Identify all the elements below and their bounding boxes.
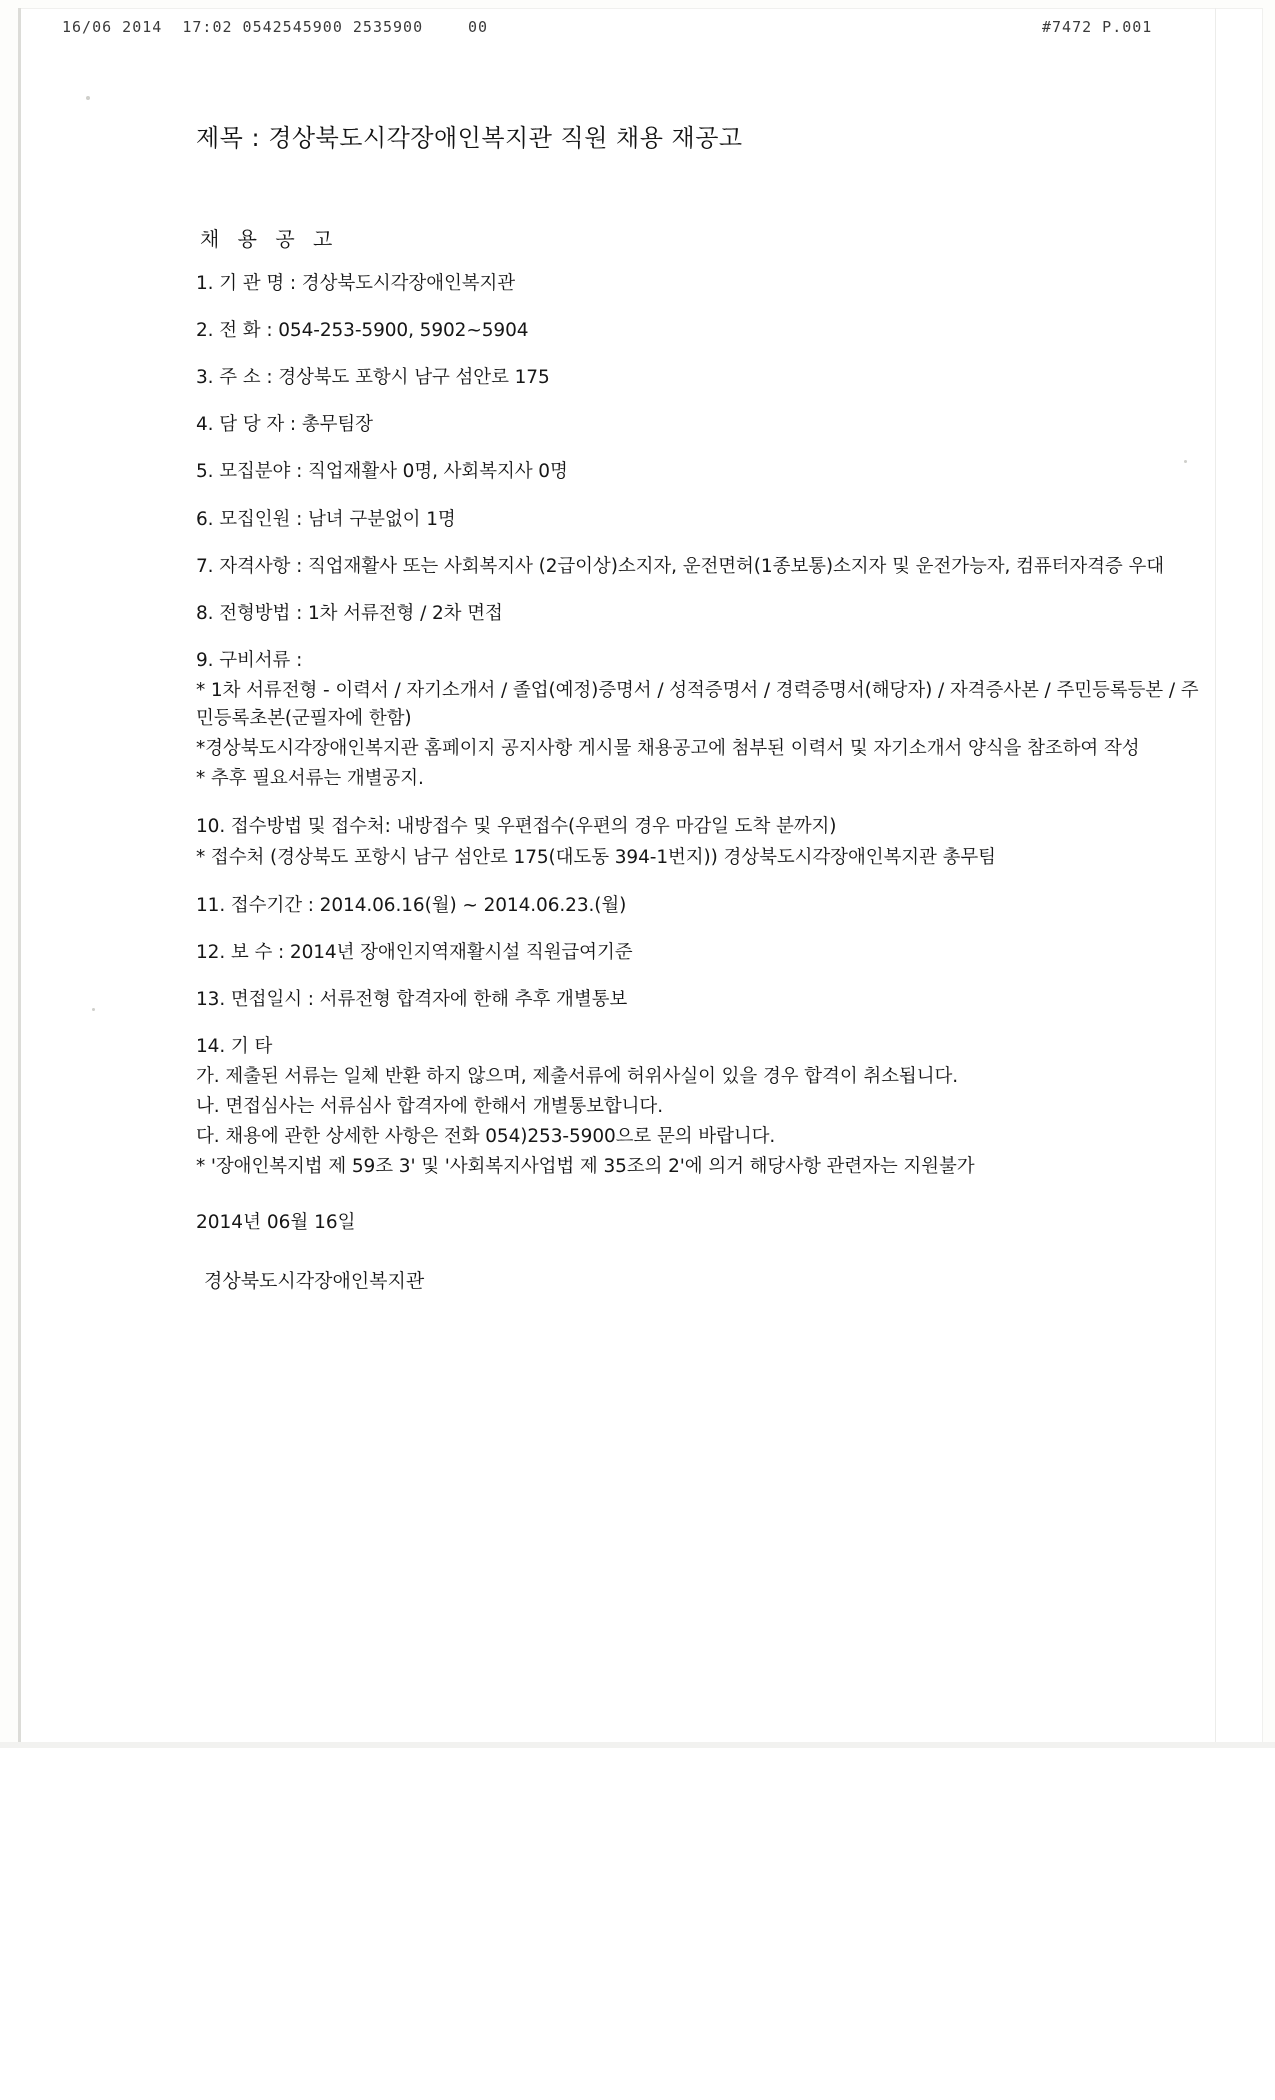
item-line: 2. 전 화 : 054-253-5900, 5902~5904 [196,320,529,342]
list-item [196,317,1206,345]
list-item [196,892,1206,920]
list-item [196,986,1206,1014]
section-heading: 채 용 공 고 [200,227,339,251]
list-item [196,553,1206,581]
item-line: 나. 면접심사는 서류심사 합격자에 한해서 개별통보합니다. [196,1096,663,1118]
issuing-organization: 경상북도시각장애인복지관 [204,1269,425,1292]
issue-date: 2014년 06월 16일 [196,1211,356,1233]
item-line: * 추후 필요서류는 개별공지. [196,768,424,790]
fax-header-left: 16/06 2014 17:02 0542545900 2535900 [62,18,424,36]
item-line: 다. 채용에 관한 상세한 사항은 전화 054)253-5900으로 문의 바랍니다. [196,1126,776,1148]
item-line: 9. 구비서류 : [196,649,303,671]
item-line: 12. 보 수 : 2014년 장애인지역재활시설 직원급여기준 [196,941,633,963]
item-line: 7. 자격사항 : 직업재활사 또는 사회복지사 (2급이상)소지자, 운전면허(1종보통)소지자 및 운전가능자, 컴퓨터자격증 우대 [196,555,1165,577]
list-item [196,939,1206,967]
item-line: * '장애인복지법 제 59조 3' 및 '사회복지사업법 제 35조의 2'에 의거 해당사항 관련자는 지원불가 [196,1156,975,1178]
list-item [196,813,1206,871]
scan-speck [92,1008,95,1011]
list-item [196,270,1206,298]
item-line: 10. 접수방법 및 접수처: 내방접수 및 우편접수(우편의 경우 마감일 도착 분까지) [196,816,837,838]
list-item [196,458,1206,486]
fax-header-middle: 00 [468,18,489,36]
item-line: * 접수처 (경상북도 포항시 남구 섬안로 175(대도동 394-1번지)) 경상북도시각장애인복지관 총무팀 [196,846,996,868]
item-line: 8. 전형방법 : 1차 서류전형 / 2차 면접 [196,602,503,624]
item-line: 가. 제출된 서류는 일체 반환 하지 않으며, 제출서류에 허위사실이 있을 경우 합격이 취소됩니다. [196,1066,959,1088]
fax-header-line [0,18,1275,40]
item-line: * 1차 서류전형 - 이력서 / 자기소개서 / 졸업(예정)증명서 / 성적증명서 / 경력증명서(해당자) / 자격증사본 / 주민등록등본 / 주민등록초본(군필자에 한함) [196,679,1199,730]
item-line: 5. 모집분야 : 직업재활사 0명, 사회복지사 0명 [196,461,568,483]
announcement-items [196,270,1206,1293]
list-item [196,364,1206,392]
document-title: 제목 : 경상북도시각장애인복지관 직원 채용 재공고 [196,124,743,152]
scan-left-edge [18,8,21,1743]
item-line: 3. 주 소 : 경상북도 포항시 남구 섬안로 175 [196,367,550,389]
list-item [196,647,1206,794]
item-line: 4. 담 당 자 : 총무팀장 [196,414,373,436]
item-line: 13. 면접일시 : 서류전형 합격자에 한해 추후 개별통보 [196,988,628,1010]
scan-fold-line [1215,8,1216,1743]
item-line: 1. 기 관 명 : 경상북도시각장애인복지관 [196,273,516,294]
list-item [196,1033,1206,1182]
list-item [196,506,1206,534]
list-item [196,600,1206,628]
list-item [196,411,1206,439]
page-blank-area [0,1748,1275,2100]
fax-header-right: #7472 P.001 [1042,18,1153,36]
item-line: 11. 접수기간 : 2014.06.16(월) ~ 2014.06.23.(월) [196,894,627,916]
item-line: *경상북도시각장애인복지관 홈페이지 공지사항 게시물 채용공고에 첨부된 이력서 및 자기소개서 양식을 참조하여 작성 [196,738,1140,760]
item-line: 14. 기 타 [196,1035,273,1057]
item-line: 6. 모집인원 : 남녀 구분없이 1명 [196,508,456,530]
scan-speck [86,96,90,100]
